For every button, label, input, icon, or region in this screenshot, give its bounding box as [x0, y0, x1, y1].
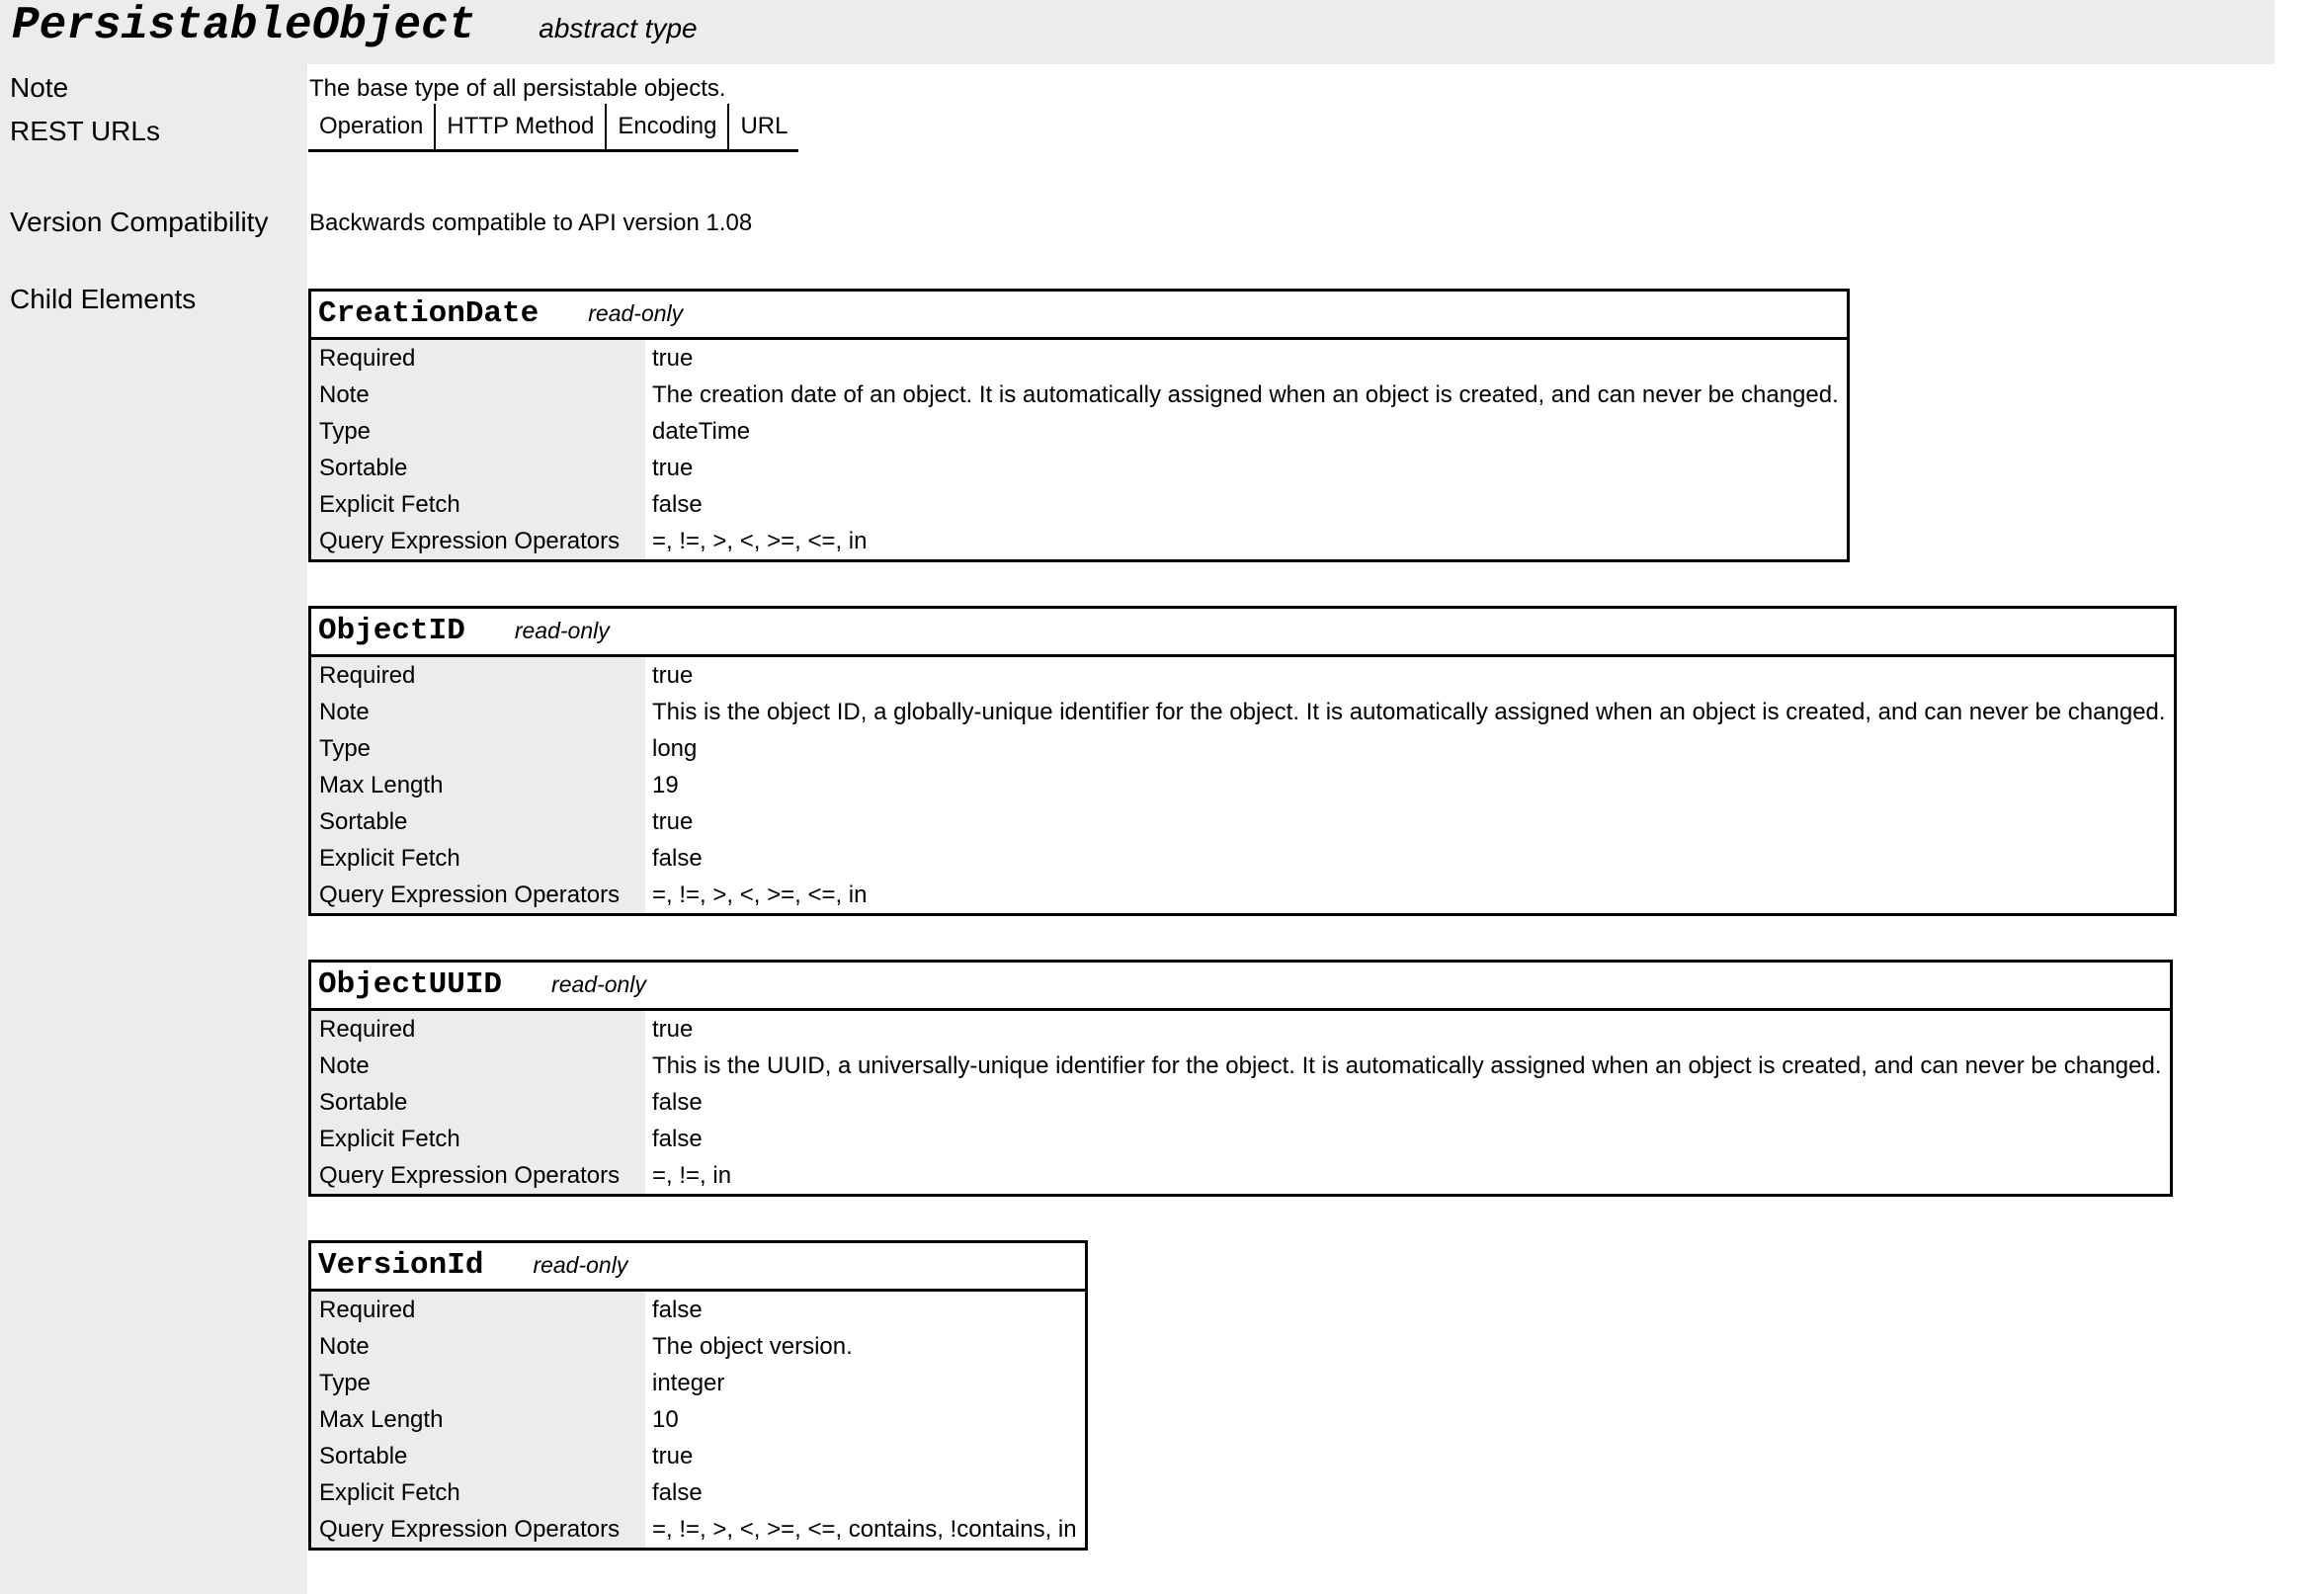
rest-header-row [308, 104, 798, 151]
rest-column-header: URL [728, 104, 798, 151]
child-element-name: ObjectUUID [318, 967, 503, 1002]
attribute-name-cell: Required [310, 656, 646, 695]
attribute-value-cell: This is the UUID, a universally-unique identifier for the object. It is automatically assigned when an object is created, and can never be changed. [652, 1051, 2162, 1079]
main-layout [0, 64, 2324, 1594]
read-only-badge: read-only [588, 300, 684, 326]
attribute-row [310, 803, 2176, 840]
attribute-name-cell: Note [310, 1328, 646, 1365]
sidebar-label-child-elements: Child Elements [10, 284, 197, 314]
attribute-value-cell: true [652, 454, 694, 481]
attribute-name-cell: Sortable [310, 450, 646, 486]
child-element-header-cell [310, 1242, 1087, 1291]
child-element-header-cell [310, 962, 2172, 1010]
child-element-table [308, 606, 2177, 916]
attribute-value-cell: long [652, 734, 698, 762]
attribute-row [310, 1511, 1087, 1550]
attribute-row [310, 1474, 1087, 1511]
note-text: The base type of all persistable objects. [309, 75, 726, 102]
attribute-value-cell: =, !=, in [652, 1161, 732, 1189]
attribute-row [310, 656, 2176, 695]
attribute-value-cell: =, !=, >, <, >=, <=, contains, !contains, in [652, 1515, 1077, 1543]
attribute-name-cell: Required [310, 1010, 646, 1049]
attribute-row [310, 450, 1849, 486]
read-only-badge: read-only [514, 618, 610, 643]
child-element-header-cell [310, 608, 2176, 656]
attribute-name-cell: Query Expression Operators [310, 523, 646, 561]
attribute-value-cell: false [652, 1296, 703, 1323]
child-element-header-cell [310, 291, 1849, 339]
attribute-value-cell: false [652, 1478, 703, 1506]
attribute-name-cell: Query Expression Operators [310, 1511, 646, 1550]
attribute-value-cell: false [652, 490, 703, 518]
attribute-value-cell: true [652, 1442, 694, 1469]
child-element-header-row [310, 962, 2172, 1010]
attribute-name-cell: Explicit Fetch [310, 840, 646, 877]
child-element-header-row [310, 608, 2176, 656]
attribute-value-cell: true [652, 661, 694, 689]
attribute-value-cell: integer [652, 1369, 725, 1396]
attribute-row [310, 523, 1849, 561]
attribute-name-cell: Explicit Fetch [310, 1474, 646, 1511]
rest-column-header: Operation [319, 113, 424, 139]
attribute-value-cell: The object version. [652, 1332, 853, 1360]
attribute-name-cell: Required [310, 339, 646, 378]
attribute-row [310, 1438, 1087, 1474]
rest-urls-section [307, 104, 2324, 182]
attribute-value-cell: false [652, 1125, 703, 1152]
attribute-row [310, 377, 1849, 413]
attribute-name-cell: Sortable [310, 1438, 646, 1474]
attribute-name-cell: Type [310, 413, 646, 450]
attribute-value-cell: =, !=, >, <, >=, <=, in [652, 881, 868, 908]
sidebar-label-rest-urls: REST URLs [10, 116, 160, 146]
child-element-name: CreationDate [318, 296, 540, 331]
attribute-name-cell: Explicit Fetch [310, 486, 646, 523]
version-compatibility-text: Backwards compatible to API version 1.08 [309, 210, 753, 236]
attribute-name-cell: Type [310, 1365, 646, 1401]
child-element-header-row [310, 291, 1849, 339]
attribute-name-cell: Type [310, 730, 646, 767]
attribute-row [310, 1365, 1087, 1401]
attribute-value-cell: true [652, 1015, 694, 1043]
attribute-row [310, 1121, 2172, 1157]
page-subtitle: abstract type [539, 13, 698, 43]
attribute-row [310, 767, 2176, 803]
attribute-name-cell: Sortable [310, 1084, 646, 1121]
attribute-value-cell: This is the object ID, a globally-unique identifier for the object. It is automatically assigned when an object is created, and can never be changed. [652, 698, 2166, 725]
child-element-name: ObjectID [318, 614, 465, 648]
attribute-name-cell: Sortable [310, 803, 646, 840]
child-element-name: VersionId [318, 1248, 484, 1283]
attribute-value-cell: dateTime [652, 417, 751, 445]
attribute-row [310, 1157, 2172, 1196]
attribute-value-cell: false [652, 844, 703, 872]
attribute-name-cell: Max Length [310, 1401, 646, 1438]
sidebar-label-version-compatibility: Version Compatibility [10, 207, 269, 237]
rest-urls-table [308, 104, 798, 152]
attribute-value-cell: true [652, 344, 694, 372]
attribute-row [310, 1401, 1087, 1438]
attribute-value-cell: The creation date of an object. It is automatically assigned when an object is created, and can never be changed. [652, 380, 1839, 408]
attribute-name-cell: Query Expression Operators [310, 1157, 646, 1196]
child-element-table [308, 289, 1850, 562]
attribute-name-cell: Note [310, 1048, 646, 1084]
rest-column-header: Encoding [606, 104, 728, 151]
attribute-name-cell: Note [310, 377, 646, 413]
attribute-row [310, 877, 2176, 915]
attribute-name-cell: Query Expression Operators [310, 877, 646, 915]
attribute-name-cell: Max Length [310, 767, 646, 803]
child-element-header-row [310, 1242, 1087, 1291]
attribute-row [310, 1291, 1087, 1329]
attribute-row [310, 1328, 1087, 1365]
read-only-badge: read-only [551, 971, 646, 997]
attribute-row [310, 486, 1849, 523]
attribute-name-cell: Required [310, 1291, 646, 1329]
attribute-value-cell: =, !=, >, <, >=, <=, in [652, 527, 868, 554]
attribute-row [310, 413, 1849, 450]
attribute-value-cell: false [652, 1088, 703, 1116]
attribute-row [310, 1084, 2172, 1121]
page-header-band [0, 0, 2275, 64]
attribute-value-cell: 19 [652, 771, 679, 798]
child-element-table [308, 960, 2173, 1197]
child-element-table [308, 1240, 1088, 1551]
attribute-row [310, 694, 2176, 730]
attribute-row [310, 840, 2176, 877]
attribute-value-cell: 10 [652, 1405, 679, 1433]
attribute-row [310, 1048, 2172, 1084]
read-only-badge: read-only [533, 1252, 628, 1278]
attribute-row [310, 1010, 2172, 1049]
sidebar-label-note: Note [10, 72, 69, 103]
child-tables [307, 238, 2324, 1594]
rest-column-header: HTTP Method [435, 104, 606, 151]
attribute-name-cell: Explicit Fetch [310, 1121, 646, 1157]
attribute-row [310, 339, 1849, 378]
attribute-name-cell: Note [310, 694, 646, 730]
attribute-value-cell: true [652, 807, 694, 835]
attribute-row [310, 730, 2176, 767]
page-title: PersistableObject [12, 0, 476, 51]
